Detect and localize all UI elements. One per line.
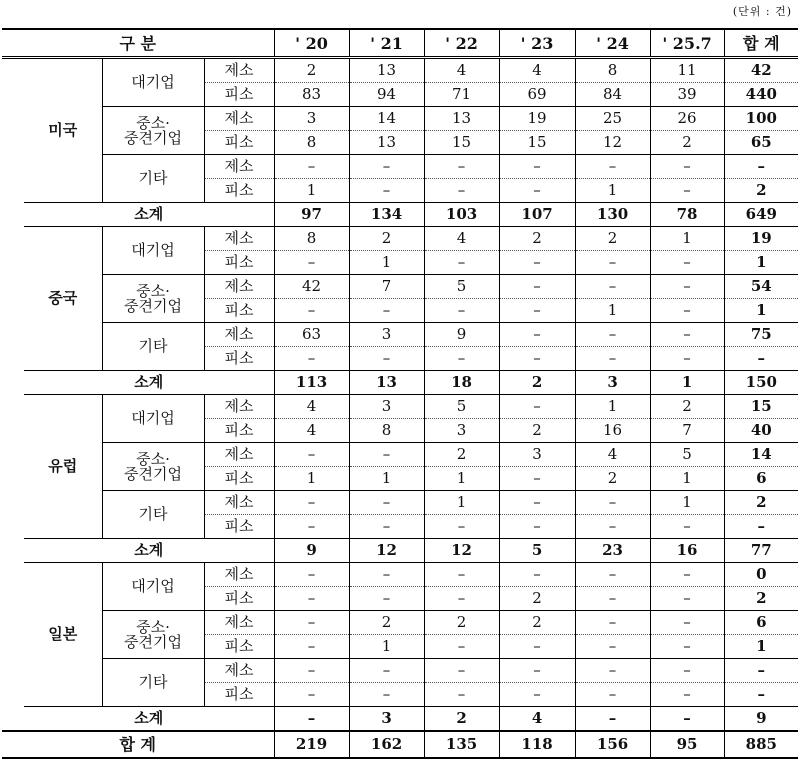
value-cell: – [349,347,424,371]
value-cell: 7 [650,419,724,443]
value-cell: – [650,587,724,611]
value-cell: – [424,515,499,539]
value-cell: 4 [499,58,575,83]
value-cell: – [499,635,575,659]
grand-total-value: 95 [650,731,724,758]
value-cell: 15 [499,131,575,155]
grand-total-row [2,731,798,758]
value-cell: 39 [650,83,724,107]
value-cell: 2 [575,467,650,491]
subtotal-value: 3 [575,371,650,395]
region-name: 일본 [24,563,102,707]
row-total: 54 [724,275,798,299]
subtotal-value: 9 [274,539,349,563]
value-cell: 2 [650,131,724,155]
case-type: 제소 [204,155,274,179]
value-cell: – [274,635,349,659]
company-category [102,58,204,107]
value-cell: – [499,251,575,275]
header-year: ' 20 [274,29,349,58]
row-total: 0 [724,563,798,587]
table-row [2,107,798,131]
company-category [102,659,204,707]
row-total: – [724,155,798,179]
case-type: 피소 [204,467,274,491]
value-cell: 4 [424,227,499,251]
value-cell: – [424,635,499,659]
subtotal-value: 12 [349,539,424,563]
company-category-line: 기타 [138,505,168,523]
value-cell: – [274,299,349,323]
value-cell: 4 [424,58,499,83]
value-cell: 4 [274,419,349,443]
case-type: 제소 [204,58,274,83]
table-row [2,395,798,419]
row-total: 2 [724,179,798,203]
row-total: 19 [724,227,798,251]
value-cell: 2 [349,611,424,635]
value-cell: – [575,491,650,515]
value-cell: – [349,299,424,323]
value-cell: – [274,683,349,707]
value-cell: 2 [499,419,575,443]
value-cell: – [274,587,349,611]
subtotal-value: 18 [424,371,499,395]
value-cell: – [349,587,424,611]
value-cell: – [274,251,349,275]
row-total: 40 [724,419,798,443]
value-cell: – [650,563,724,587]
company-category [102,443,204,491]
value-cell: 8 [349,419,424,443]
value-cell: 2 [499,587,575,611]
value-cell: 1 [575,395,650,419]
value-cell: 12 [575,131,650,155]
value-cell: 11 [650,58,724,83]
value-cell: 3 [424,419,499,443]
case-type: 제소 [204,659,274,683]
subtotal-row [2,203,798,227]
value-cell: – [650,635,724,659]
value-cell: – [274,659,349,683]
case-type: 피소 [204,515,274,539]
value-cell: 1 [274,179,349,203]
value-cell: 2 [650,395,724,419]
region-name: 미국 [24,58,102,203]
value-cell: 2 [274,58,349,83]
company-category-line: 대기업 [131,577,175,595]
row-total: 65 [724,131,798,155]
row-total: 6 [724,467,798,491]
value-cell: – [349,491,424,515]
row-total: 14 [724,443,798,467]
subtotal-total: 649 [724,203,798,227]
table-row [2,659,798,683]
value-cell: 13 [424,107,499,131]
subtotal-row [2,371,798,395]
subtotal-label: 소계 [24,203,274,227]
value-cell: 4 [274,395,349,419]
value-cell: – [499,515,575,539]
indent-spacer [2,58,24,227]
case-type: 피소 [204,299,274,323]
subtotal-value: 3 [349,707,424,732]
subtotal-row [2,707,798,732]
value-cell: – [424,563,499,587]
row-total: 75 [724,323,798,347]
value-cell: – [575,347,650,371]
value-cell: 1 [349,251,424,275]
value-cell: – [424,683,499,707]
value-cell: 1 [650,491,724,515]
table-row [2,563,798,587]
grand-total-value: 162 [349,731,424,758]
value-cell: – [499,563,575,587]
company-category [102,107,204,155]
value-cell: 3 [349,323,424,347]
value-cell: 2 [424,611,499,635]
value-cell: 3 [274,107,349,131]
table-row [2,443,798,467]
value-cell: – [349,659,424,683]
value-cell: 1 [650,227,724,251]
company-category [102,227,204,275]
case-type: 피소 [204,635,274,659]
subtotal-value: 5 [499,539,575,563]
value-cell: – [349,155,424,179]
case-type: 제소 [204,275,274,299]
subtotal-value: 130 [575,203,650,227]
value-cell: – [499,347,575,371]
value-cell: – [349,683,424,707]
value-cell: – [650,683,724,707]
value-cell: – [575,155,650,179]
value-cell: 8 [274,227,349,251]
company-category-line: 기타 [138,337,168,355]
company-category-line: 기타 [138,673,168,691]
region-name: 중국 [24,227,102,371]
company-category [102,275,204,323]
case-type: 제소 [204,563,274,587]
table-row [2,491,798,515]
indent-spacer [2,395,24,563]
value-cell: – [650,275,724,299]
row-total: – [724,347,798,371]
subtotal-value: 13 [349,371,424,395]
value-cell: – [499,179,575,203]
value-cell: 69 [499,83,575,107]
value-cell: 2 [499,611,575,635]
header-total: 합 계 [724,29,798,58]
value-cell: – [575,683,650,707]
header-year: ' 21 [349,29,424,58]
subtotal-value: 103 [424,203,499,227]
value-cell: 2 [424,443,499,467]
subtotal-value: 107 [499,203,575,227]
value-cell: 63 [274,323,349,347]
value-cell: 7 [349,275,424,299]
subtotal-value: 23 [575,539,650,563]
grand-total-value: 118 [499,731,575,758]
table-row [2,611,798,635]
value-cell: – [650,251,724,275]
value-cell: – [575,563,650,587]
value-cell: – [274,491,349,515]
value-cell: – [650,323,724,347]
subtotal-value: 2 [499,371,575,395]
case-type: 제소 [204,611,274,635]
case-type: 제소 [204,395,274,419]
value-cell: – [349,179,424,203]
case-type: 제소 [204,227,274,251]
value-cell: – [424,155,499,179]
value-cell: – [575,659,650,683]
value-cell: – [575,323,650,347]
value-cell: 5 [424,275,499,299]
value-cell: 2 [575,227,650,251]
value-cell: – [650,611,724,635]
value-cell: – [424,179,499,203]
table-row [2,58,798,83]
header-year: ' 24 [575,29,650,58]
subtotal-value: 97 [274,203,349,227]
row-total: 1 [724,251,798,275]
grand-total-value: 219 [274,731,349,758]
header-category: 구 분 [2,29,274,58]
value-cell: – [650,659,724,683]
company-category-line: 중소· [136,617,170,636]
value-cell: – [274,443,349,467]
table-row [2,227,798,251]
subtotal-value: 2 [424,707,499,732]
value-cell: – [650,347,724,371]
subtotal-value: 134 [349,203,424,227]
value-cell: – [575,587,650,611]
value-cell: – [499,275,575,299]
subtotal-value: 4 [499,707,575,732]
row-total: 42 [724,58,798,83]
company-category-line: 중견기업 [124,128,182,147]
grand-total-label: 합 계 [2,731,274,758]
value-cell: 13 [349,131,424,155]
lawsuit-statistics-table [2,28,798,759]
value-cell: 15 [424,131,499,155]
row-total: 1 [724,635,798,659]
table-row [2,155,798,179]
row-total: 440 [724,83,798,107]
value-cell: – [650,155,724,179]
row-total: 2 [724,491,798,515]
value-cell: 1 [349,467,424,491]
case-type: 피소 [204,419,274,443]
value-cell: – [424,299,499,323]
value-cell: – [575,275,650,299]
subtotal-value: 12 [424,539,499,563]
subtotal-value: – [650,707,724,732]
row-total: 100 [724,107,798,131]
row-total: 15 [724,395,798,419]
case-type: 제소 [204,443,274,467]
value-cell: 14 [349,107,424,131]
region-name: 유럽 [24,395,102,539]
grand-total-value: 135 [424,731,499,758]
value-cell: – [575,515,650,539]
subtotal-total: 9 [724,707,798,732]
row-total: 2 [724,587,798,611]
value-cell: 1 [650,467,724,491]
value-cell: – [424,251,499,275]
value-cell: 1 [575,179,650,203]
value-cell: 13 [349,58,424,83]
case-type: 제소 [204,323,274,347]
company-category-line: 기타 [138,169,168,187]
case-type: 피소 [204,131,274,155]
grand-total-value: 156 [575,731,650,758]
company-category-line: 중소· [136,113,170,132]
value-cell: – [424,347,499,371]
value-cell: – [650,179,724,203]
value-cell: 1 [424,467,499,491]
case-type: 제소 [204,491,274,515]
value-cell: – [274,563,349,587]
company-category-line: 중소· [136,281,170,300]
case-type: 피소 [204,683,274,707]
value-cell: 8 [575,58,650,83]
value-cell: 2 [349,227,424,251]
value-cell: – [349,563,424,587]
value-cell: 8 [274,131,349,155]
value-cell: 1 [274,467,349,491]
value-cell: 25 [575,107,650,131]
value-cell: – [650,299,724,323]
value-cell: 94 [349,83,424,107]
case-type: 피소 [204,179,274,203]
row-total: – [724,515,798,539]
company-category [102,323,204,371]
header-year: ' 22 [424,29,499,58]
indent-spacer [2,227,24,395]
value-cell: – [499,659,575,683]
value-cell: – [274,155,349,179]
header-year: ' 25.7 [650,29,724,58]
value-cell: – [349,515,424,539]
value-cell: – [575,611,650,635]
value-cell: – [499,683,575,707]
row-total: – [724,683,798,707]
value-cell: – [274,611,349,635]
value-cell: – [499,299,575,323]
company-category-line: 중견기업 [124,464,182,483]
value-cell: 2 [499,227,575,251]
value-cell: – [575,251,650,275]
unit-label: (단위 : 건) [732,5,792,18]
value-cell: 16 [575,419,650,443]
value-cell: – [274,347,349,371]
header-year: ' 23 [499,29,575,58]
value-cell: 83 [274,83,349,107]
company-category-line: 중소· [136,449,170,468]
grand-total-sum: 885 [724,731,798,758]
case-type: 제소 [204,107,274,131]
subtotal-label: 소계 [24,707,274,732]
company-category [102,611,204,659]
row-total: 6 [724,611,798,635]
value-cell: 4 [575,443,650,467]
company-category-line: 대기업 [131,241,175,259]
value-cell: – [499,467,575,491]
indent-spacer [2,563,24,732]
value-cell: 9 [424,323,499,347]
value-cell: 1 [424,491,499,515]
row-total: 1 [724,299,798,323]
table-row [2,275,798,299]
value-cell: 5 [424,395,499,419]
row-total: – [724,659,798,683]
company-category-line: 중견기업 [124,632,182,651]
subtotal-value: 1 [650,371,724,395]
value-cell: – [499,323,575,347]
case-type: 피소 [204,251,274,275]
value-cell: – [424,587,499,611]
value-cell: – [499,395,575,419]
value-cell: 5 [650,443,724,467]
subtotal-value: – [575,707,650,732]
company-category-line: 대기업 [131,73,175,91]
value-cell: 71 [424,83,499,107]
subtotal-row [2,539,798,563]
subtotal-label: 소계 [24,371,274,395]
company-category [102,395,204,443]
header-row [2,29,798,58]
subtotal-value: 16 [650,539,724,563]
value-cell: 1 [575,299,650,323]
value-cell: – [650,515,724,539]
subtotal-value: 113 [274,371,349,395]
company-category [102,563,204,611]
case-type: 피소 [204,83,274,107]
value-cell: 84 [575,83,650,107]
table-row [2,323,798,347]
value-cell: 19 [499,107,575,131]
value-cell: 3 [499,443,575,467]
value-cell: – [424,659,499,683]
subtotal-value: – [274,707,349,732]
value-cell: – [349,443,424,467]
subtotal-total: 77 [724,539,798,563]
company-category [102,155,204,203]
case-type: 피소 [204,347,274,371]
value-cell: – [575,635,650,659]
value-cell: 1 [349,635,424,659]
value-cell: 42 [274,275,349,299]
case-type: 피소 [204,587,274,611]
value-cell: 3 [349,395,424,419]
subtotal-label: 소계 [24,539,274,563]
subtotal-total: 150 [724,371,798,395]
company-category-line: 대기업 [131,409,175,427]
value-cell: – [499,155,575,179]
company-category-line: 중견기업 [124,296,182,315]
company-category [102,491,204,539]
subtotal-value: 78 [650,203,724,227]
value-cell: – [274,515,349,539]
value-cell: – [499,491,575,515]
value-cell: 26 [650,107,724,131]
